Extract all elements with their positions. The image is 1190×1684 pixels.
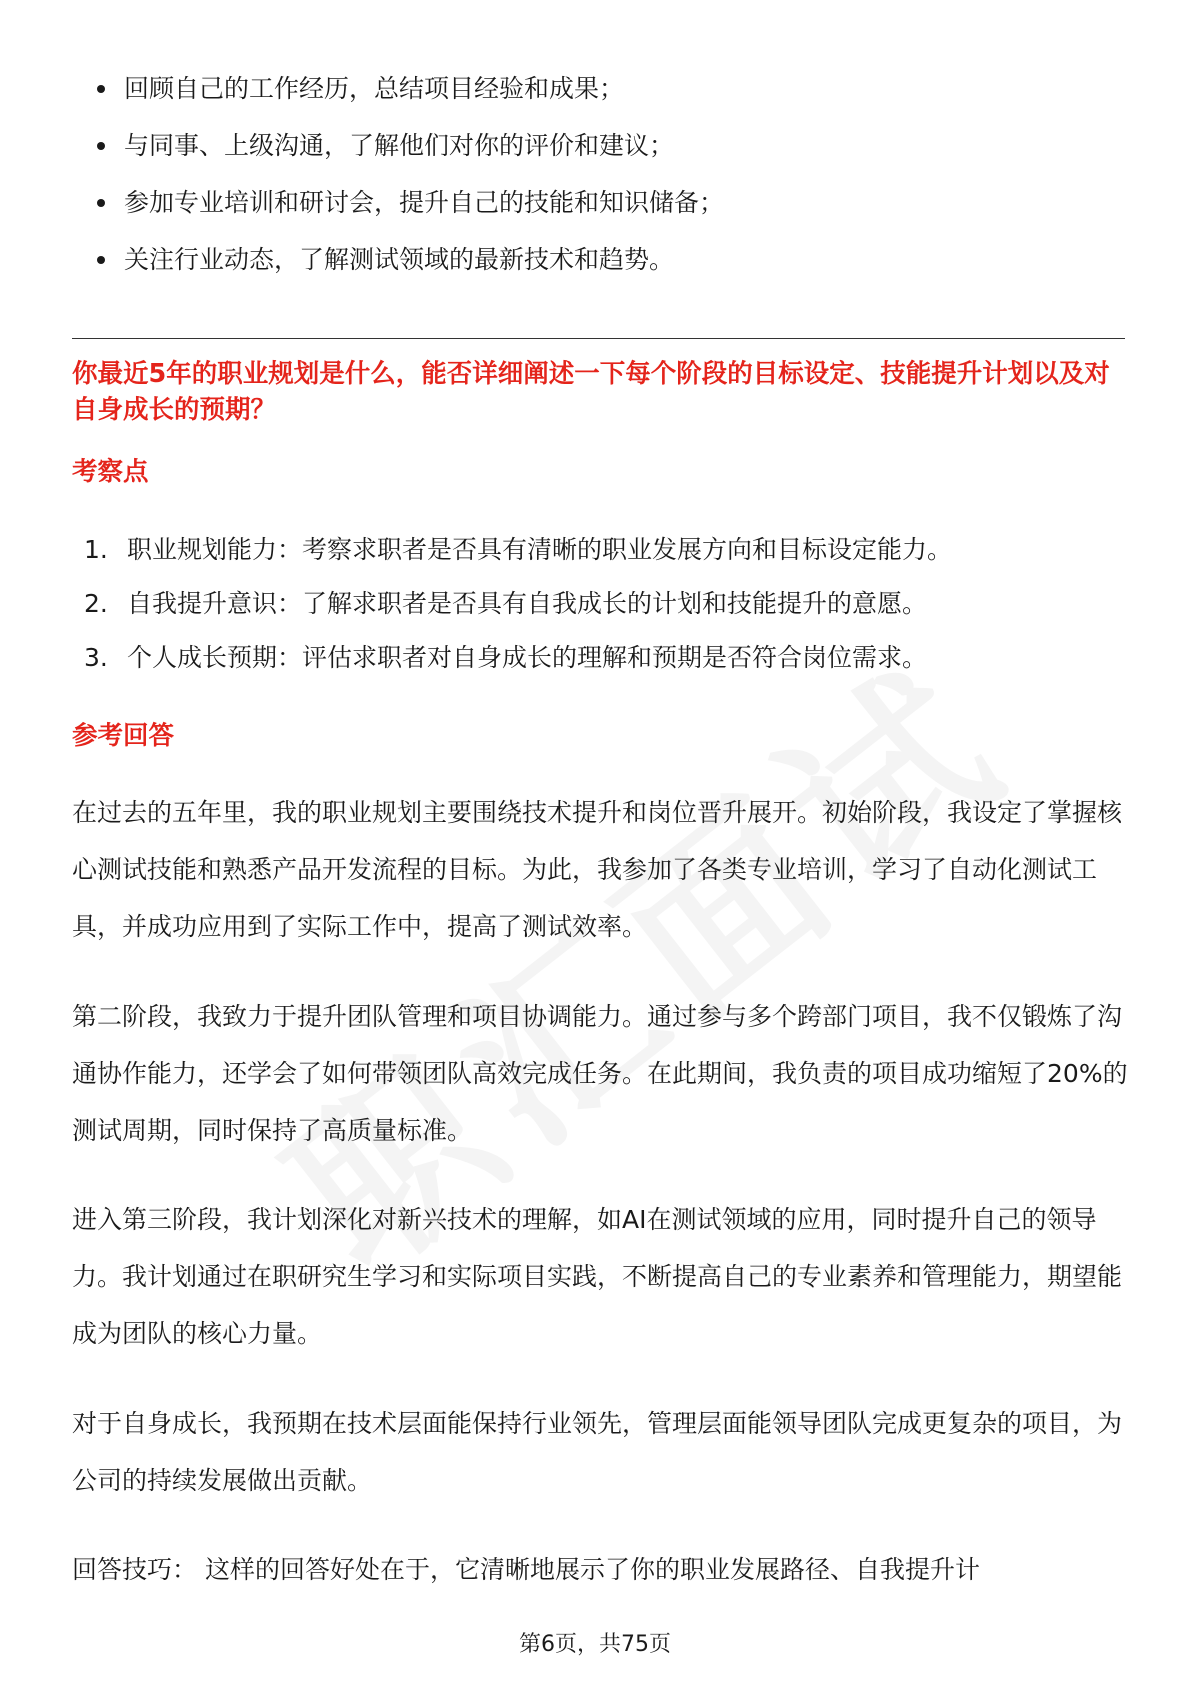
page-number: 第6页，共75页 <box>519 1632 671 1657</box>
answer-paragraph: 进入第三阶段，我计划深化对新兴技术的理解，如AI在测试领域的应用，同时提升自己的领导力。我计划通过在职研究生学习和实际项目实践，不断提高自己的专业素养和管理能力，期望能成为团队的核心力量。 <box>72 1205 1123 1348</box>
item-number: 1. <box>84 535 108 564</box>
assessment-title: 考察点 <box>72 457 149 487</box>
bullet-item: 回顾自己的工作经历，总结项目经验和成果； <box>94 60 1094 117</box>
section-divider <box>72 338 1125 339</box>
item-text: 个人成长预期：评估求职者对自身成长的理解和预期是否符合岗位需求。 <box>127 643 928 672</box>
assessment-item <box>84 523 1144 577</box>
bullet-list <box>94 60 1094 288</box>
item-text: 职业规划能力：考察求职者是否具有清晰的职业发展方向和目标设定能力。 <box>127 535 953 564</box>
answer-paragraph: 在过去的五年里，我的职业规划主要围绕技术提升和岗位晋升展开。初始阶段，我设定了掌握核心测试技能和熟悉产品开发流程的目标。为此，我参加了各类专业培训，学习了自动化测试工具，并成功应用到了实际工作中，提高了测试效率。 <box>72 798 1123 941</box>
assessment-list <box>84 523 1144 685</box>
bullet-item: 参加专业培训和研讨会，提升自己的技能和知识储备； <box>94 174 1094 231</box>
item-text: 自我提升意识：了解求职者是否具有自我成长的计划和技能提升的意愿。 <box>127 589 928 618</box>
item-number: 3. <box>84 643 108 672</box>
answer-title: 参考回答 <box>72 721 175 751</box>
bullet-item: 与同事、上级沟通，了解他们对你的评价和建议； <box>94 117 1094 174</box>
answer-paragraph: 对于自身成长，我预期在技术层面能保持行业领先，管理层面能领导团队完成更复杂的项目，为公司的持续发展做出贡献。 <box>72 1409 1123 1495</box>
assessment-item <box>84 577 1144 631</box>
answer-tip: 回答技巧： 这样的回答好处在于，它清晰地展示了你的职业发展路径、自我提升计 <box>72 1555 980 1584</box>
question-heading: 你最近5年的职业规划是什么，能否详细阐述一下每个阶段的目标设定、技能提升计划以及对自身成长的预期？ <box>72 359 1110 425</box>
item-number: 2. <box>84 589 108 618</box>
answer-paragraph: 第二阶段，我致力于提升团队管理和项目协调能力。通过参与多个跨部门项目，我不仅锻炼了沟通协作能力，还学会了如何带领团队高效完成任务。在此期间，我负责的项目成功缩短了20%的测试周期，同时保持了高质量标准。 <box>72 1002 1128 1145</box>
assessment-item <box>84 631 1144 685</box>
bullet-item: 关注行业动态，了解测试领域的最新技术和趋势。 <box>94 231 1094 288</box>
